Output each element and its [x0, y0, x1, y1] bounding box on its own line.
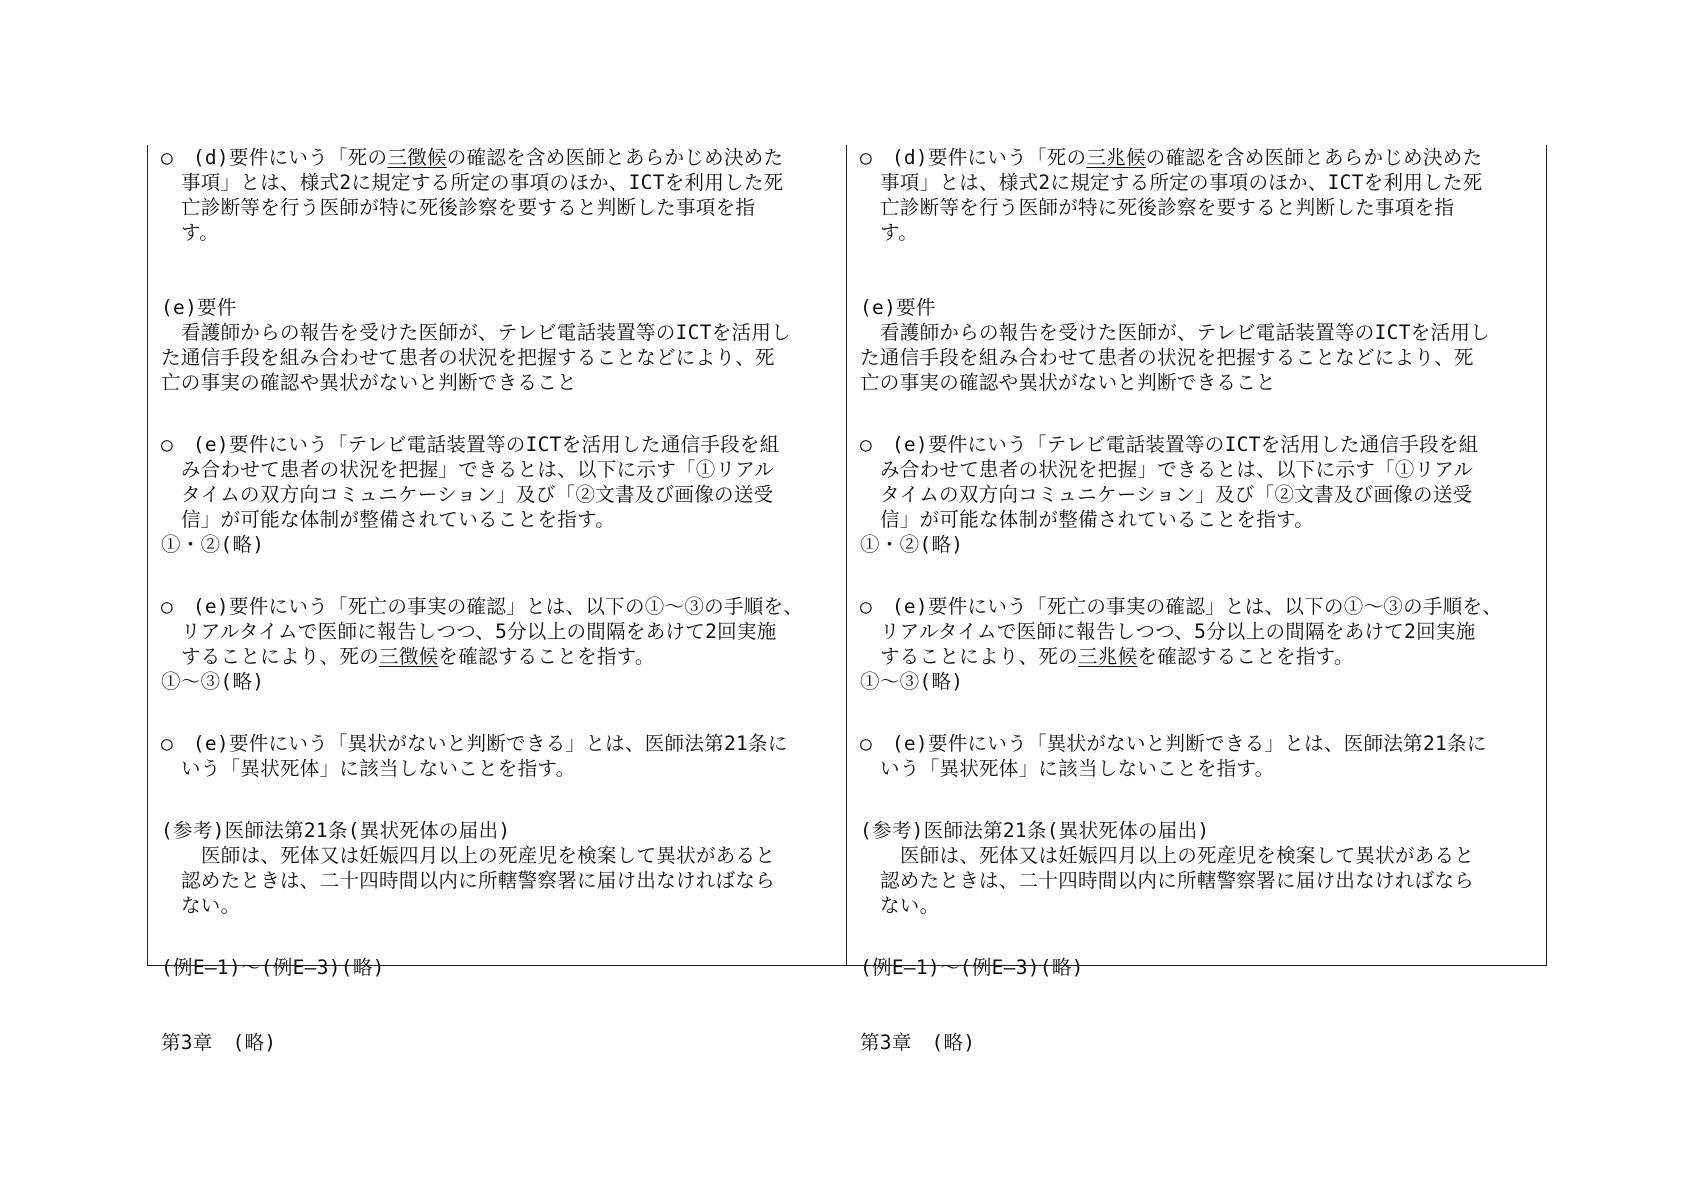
underlined-term: 三徴候	[379, 645, 439, 668]
d-requirement-note: ○ (d)要件にいう「死の三徴候の確認を含め医師とあらかじめ決めた 事項」とは、様式2に規定する所定の事項のほか、ICTを利用した死 亡診断等を行う医師が特に死後診察を要すると判断した事項を指 す。	[161, 146, 784, 244]
e-requirement-note-ict: ○ (e)要件にいう「テレビ電話装置等のICTを活用した通信手段を組 み合わせて患者の状況を把握」できるとは、以下に示す「①リアル タイムの双方向コミュニケーション」及び「②文書及び画像の送受 信」が可能な体制が整備されていることを指す。 ①・②(略)	[860, 433, 1479, 556]
e-requirement-heading: (e)要件	[860, 296, 936, 319]
e-requirement-note-death-confirmation: ○ (e)要件にいう「死亡の事実の確認」とは、以下の①～③の手順を、 リアルタイムで医師に報告しつつ、5分以上の間隔をあけて2回実施 することにより、死の三兆候を確認することを指す。 ①～③(略)	[860, 595, 1503, 693]
e-requirement-note-death-confirmation: ○ (e)要件にいう「死亡の事実の確認」とは、以下の①～③の手順を、 リアルタイムで医師に報告しつつ、5分以上の間隔をあけて2回実施 することにより、死の三徴候を確認することを指す。 ①～③(略)	[161, 595, 804, 693]
reference-block: (参考)医師法第21条(異状死体の届出) 医師は、死体又は妊娠四月以上の死産児を検案して異状があると 認めたときは、二十四時間以内に所轄警察署に届け出なければなら ない。	[860, 818, 1536, 918]
left-column-content	[161, 145, 837, 1055]
comparison-table	[147, 145, 1547, 1054]
right-column-content	[860, 145, 1536, 1055]
e-requirement-heading: (e)要件	[161, 296, 237, 319]
underlined-term: 三兆候	[1078, 645, 1138, 668]
e-requirement-body: 看護師からの報告を受けた医師が、テレビ電話装置等のICTを活用し た通信手段を組み合わせて患者の状況を把握することなどにより、死 亡の事実の確認や異状がないと判断できること	[161, 321, 791, 394]
e-requirement-note-ict: ○ (e)要件にいう「テレビ電話装置等のICTを活用した通信手段を組 み合わせて患者の状況を把握」できるとは、以下に示す「①リアル タイムの双方向コミュニケーション」及び「②文書及び画像の送受 信」が可能な体制が整備されていることを指す。 ①・②(略)	[161, 433, 780, 556]
e-requirement-body: 看護師からの報告を受けた医師が、テレビ電話装置等のICTを活用し た通信手段を組み合わせて患者の状況を把握することなどにより、死 亡の事実の確認や異状がないと判断できること	[860, 321, 1490, 394]
left-column	[148, 145, 847, 1054]
examples-omitted: (例E―1)～(例E―3)(略)	[860, 956, 1084, 979]
reference-block: (参考)医師法第21条(異状死体の届出) 医師は、死体又は妊娠四月以上の死産児を検案して異状があると 認めたときは、二十四時間以内に所轄警察署に届け出なければなら ない。	[161, 818, 837, 918]
reference-title: (参考)医師法第21条(異状死体の届出)	[161, 819, 511, 842]
underlined-term: 三徴候	[387, 146, 447, 169]
chapter-3-omitted: 第3章 (略)	[161, 1031, 277, 1054]
reference-title: (参考)医師法第21条(異状死体の届出)	[860, 819, 1210, 842]
examples-omitted: (例E―1)～(例E―3)(略)	[161, 956, 385, 979]
e-requirement-note-no-abnormality: ○ (e)要件にいう「異状がないと判断できる」とは、医師法第21条に いう「異状死体」に該当しないことを指す。	[161, 732, 788, 780]
right-column	[847, 145, 1546, 1054]
chapter-3-omitted: 第3章 (略)	[860, 1031, 976, 1054]
underlined-term: 三兆候	[1086, 146, 1146, 169]
e-requirement-note-no-abnormality: ○ (e)要件にいう「異状がないと判断できる」とは、医師法第21条に いう「異状死体」に該当しないことを指す。	[860, 732, 1487, 780]
d-requirement-note: ○ (d)要件にいう「死の三兆候の確認を含め医師とあらかじめ決めた 事項」とは、様式2に規定する所定の事項のほか、ICTを利用した死 亡診断等を行う医師が特に死後診察を要すると判断した事項を指 す。	[860, 146, 1483, 244]
